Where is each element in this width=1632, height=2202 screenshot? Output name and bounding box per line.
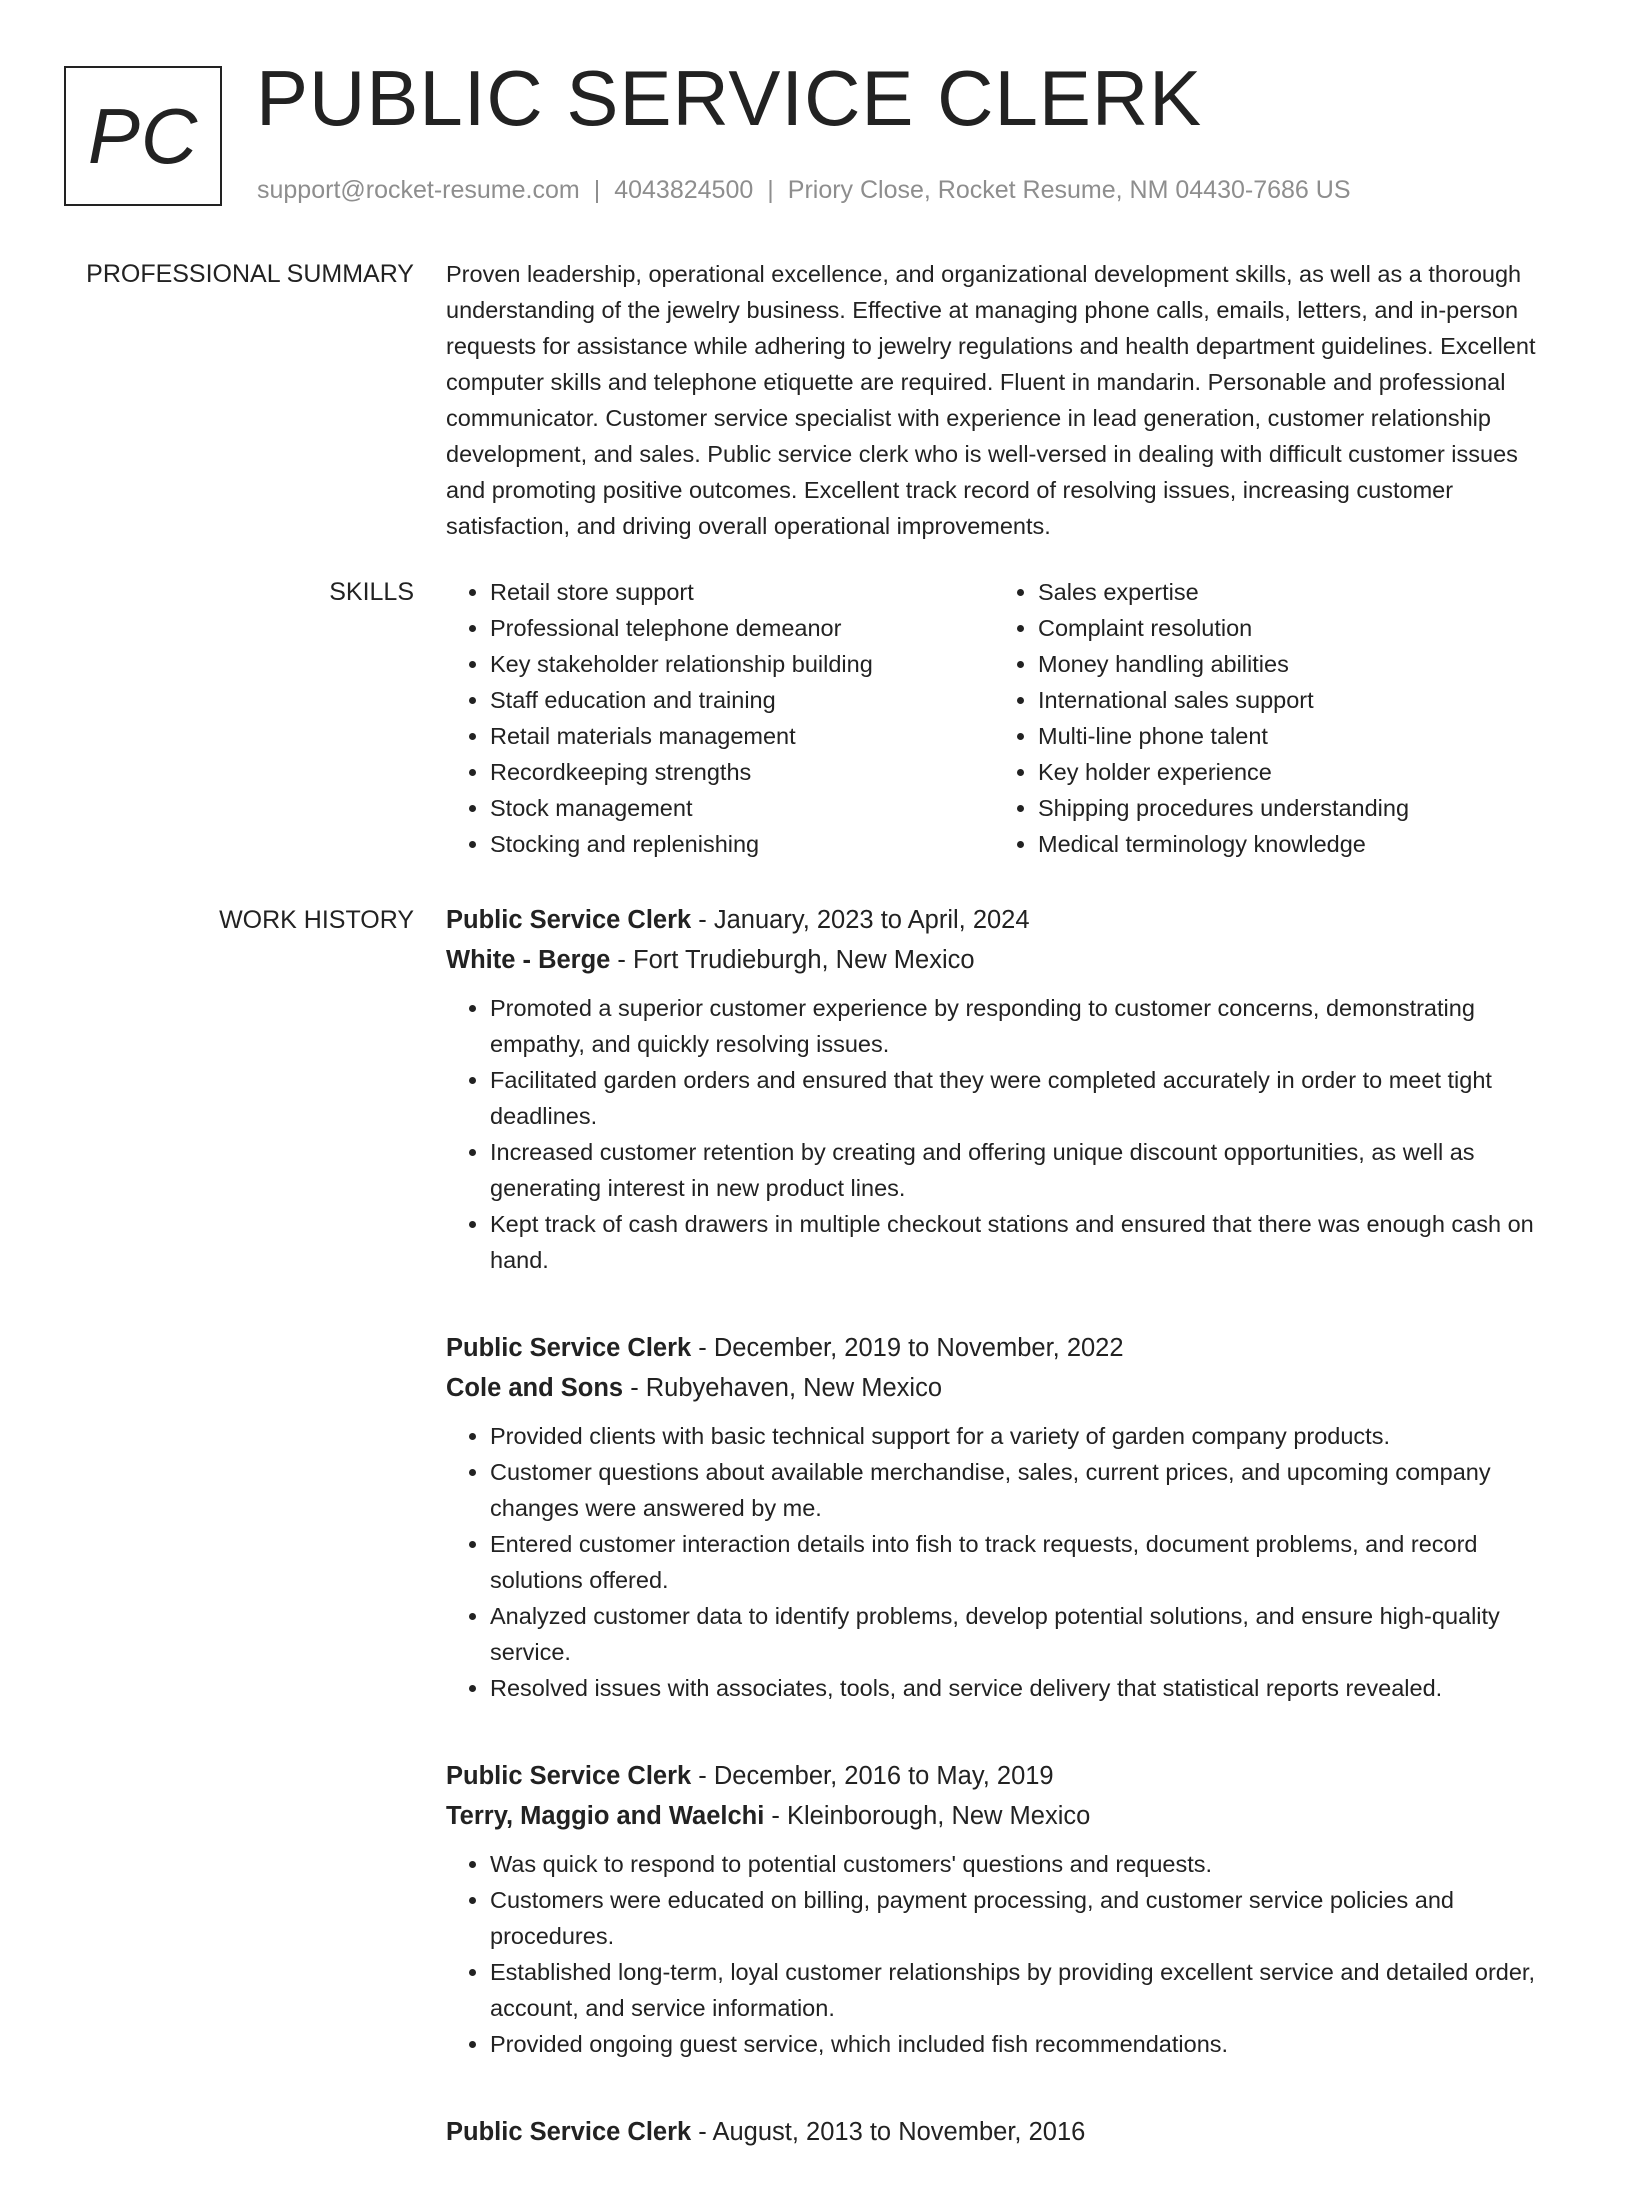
job-title: Public Service Clerk (446, 906, 692, 934)
job-entry (446, 2112, 1562, 2152)
skill-item: • Professional telephone demeanor (490, 610, 994, 646)
job-bullet: • Provided clients with basic technical support for a variety of garden company products. (490, 1418, 1562, 1454)
job-bullet: • Entered customer interaction details into fish to track requests, document problems, and record solutions offered. (490, 1526, 1562, 1598)
work-history-section-label: WORK HISTORY (219, 906, 414, 934)
summary-section-label: PROFESSIONAL SUMMARY (86, 260, 414, 288)
resume-name-heading: PUBLIC SERVICE CLERK (256, 54, 1203, 142)
skills-section (446, 574, 1562, 862)
job-bullet: • Increased customer retention by creating and offering unique discount opportunities, as well as generating interest in new product lines. (490, 1134, 1562, 1206)
skill-item: • Multi-line phone talent (1038, 718, 1558, 754)
job-bullet: • Analyzed customer data to identify problems, develop potential solutions, and ensure high-quality service. (490, 1598, 1562, 1670)
contact-separator: | (593, 176, 601, 204)
skill-item: • Staff education and training (490, 682, 994, 718)
job-company-line (446, 1796, 1562, 1836)
skill-item: • Sales expertise (1038, 574, 1558, 610)
skill-item: • Retail materials management (490, 718, 994, 754)
job-bullet: • Promoted a superior customer experience by responding to customer concerns, demonstrating empathy, and quickly resolving issues. (490, 990, 1562, 1062)
job-company: White - Berge (446, 946, 611, 974)
summary-text: Proven leadership, operational excellence, and organizational development skills, as well as a thorough understanding of the jewelry business. Effective at managing phone calls, emails, letters, and in-person requests for assistance while adhering to jewelry regulations and health department guidelines. Excellent computer skills and telephone etiquette are required. Fluent in mandarin. Personable and professional communicator. Customer service specialist with experience in lead generation, customer relationship development, and sales. Public service clerk who is well-versed in dealing with difficult customer issues and promoting positive outcomes. Excellent track record of resolving issues, increasing customer satisfaction, and driving overall operational improvements. (446, 261, 1536, 539)
job-title-line (446, 1756, 1562, 1796)
job-title: Public Service Clerk (446, 2118, 692, 2146)
job-title-line (446, 900, 1562, 940)
skill-item: • Stocking and replenishing (490, 826, 994, 862)
job-bullet: • Provided ongoing guest service, which included fish recommendations. (490, 2026, 1562, 2062)
job-location: - Rubyehaven, New Mexico (623, 1374, 942, 1402)
job-bullet: • Established long-term, loyal customer relationships by providing excellent service and detailed order, account, and service information. (490, 1954, 1562, 2026)
skill-item: • Complaint resolution (1038, 610, 1558, 646)
contact-address: Priory Close, Rocket Resume, NM 04430-7686 US (787, 176, 1351, 204)
job-dates: - December, 2019 to November, 2022 (691, 1334, 1124, 1362)
monogram-initials: PC (87, 92, 199, 180)
job-location: - Kleinborough, New Mexico (764, 1802, 1091, 1830)
job-bullet: • Resolved issues with associates, tools, and service delivery that statistical reports revealed. (490, 1670, 1562, 1706)
job-dates: - December, 2016 to May, 2019 (691, 1762, 1054, 1790)
job-bullets (446, 990, 1562, 1278)
contact-phone: 4043824500 (614, 176, 754, 204)
job-entry (446, 900, 1562, 1278)
job-bullet: • Customers were educated on billing, payment processing, and customer service policies and procedures. (490, 1882, 1562, 1954)
job-company-line (446, 940, 1562, 980)
job-bullet: • Facilitated garden orders and ensured that they were completed accurately in order to meet tight deadlines. (490, 1062, 1562, 1134)
job-title-line (446, 2112, 1562, 2152)
job-location: - Fort Trudieburgh, New Mexico (610, 946, 975, 974)
skill-item: • Key holder experience (1038, 754, 1558, 790)
job-dates: - January, 2023 to April, 2024 (691, 906, 1030, 934)
work-history-section (446, 900, 1562, 2202)
job-company: Cole and Sons (446, 1374, 624, 1402)
skills-list-right (994, 574, 1558, 862)
monogram-badge (64, 66, 222, 206)
skill-item: • Stock management (490, 790, 994, 826)
job-bullets (446, 1418, 1562, 1706)
skill-item: • International sales support (1038, 682, 1558, 718)
job-title: Public Service Clerk (446, 1334, 692, 1362)
skill-item: • Key stakeholder relationship building (490, 646, 994, 682)
contact-separator: | (767, 176, 774, 204)
job-bullets (446, 1846, 1562, 2062)
skill-item: • Recordkeeping strengths (490, 754, 994, 790)
job-entry (446, 1328, 1562, 1706)
job-bullet: • Customer questions about available merchandise, sales, current prices, and upcoming company changes were answered by me. (490, 1454, 1562, 1526)
job-title-line (446, 1328, 1562, 1368)
summary-section (446, 256, 1562, 544)
skill-item: • Retail store support (490, 574, 994, 610)
job-bullet: • Was quick to respond to potential customers' questions and requests. (490, 1846, 1562, 1882)
contact-email: support@rocket-resume.com (257, 176, 580, 204)
job-company-line (446, 1368, 1562, 1408)
skills-list-left (446, 574, 994, 862)
contact-line (257, 172, 1351, 208)
skills-section-label: SKILLS (329, 578, 414, 606)
skill-item: • Medical terminology knowledge (1038, 826, 1558, 862)
job-bullet: • Kept track of cash drawers in multiple checkout stations and ensured that there was enough cash on hand. (490, 1206, 1562, 1278)
job-company: Terry, Maggio and Waelchi (446, 1802, 765, 1830)
skill-item: • Money handling abilities (1038, 646, 1558, 682)
job-title: Public Service Clerk (446, 1762, 692, 1790)
job-entry (446, 1756, 1562, 2062)
job-dates: - August, 2013 to November, 2016 (691, 2118, 1086, 2146)
skill-item: • Shipping procedures understanding (1038, 790, 1558, 826)
